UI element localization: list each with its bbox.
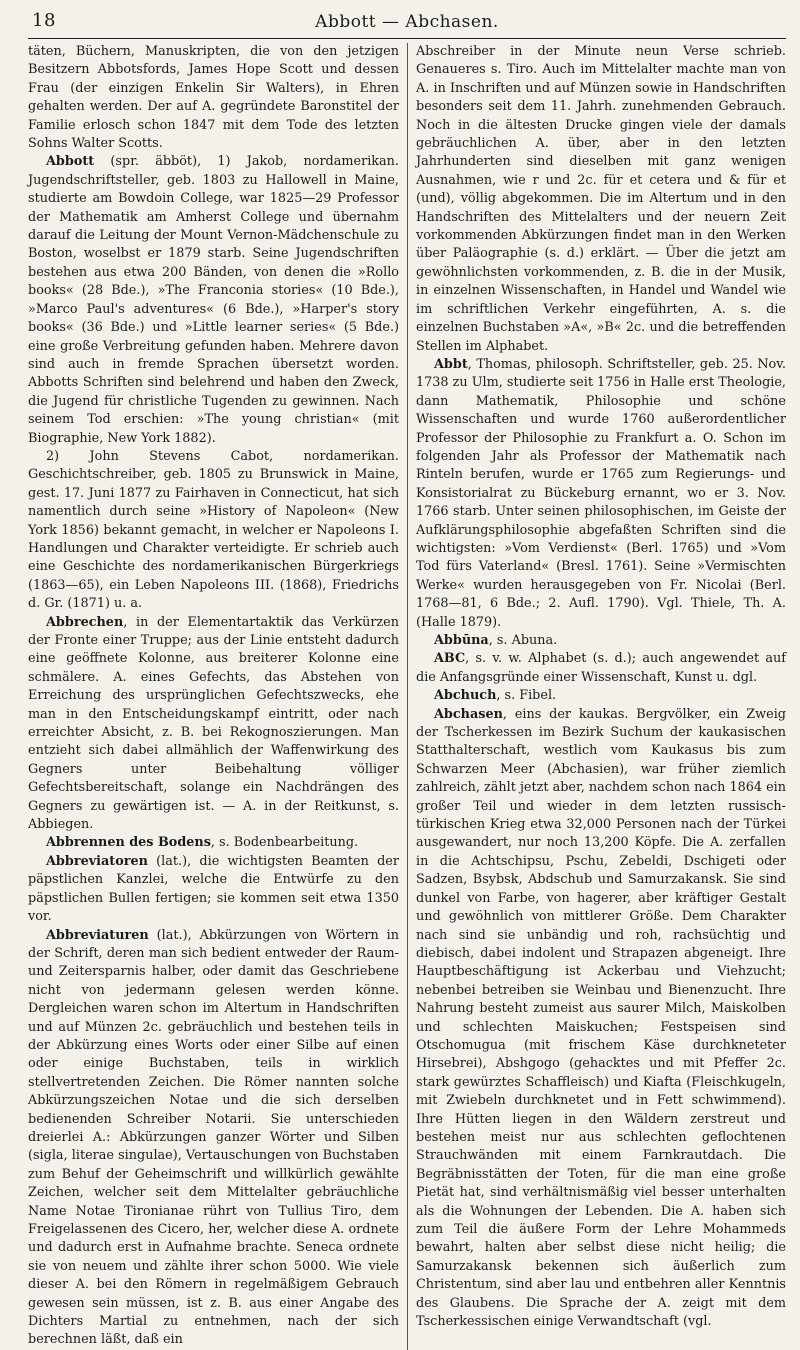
page-header <box>28 8 786 36</box>
dictionary-entry <box>28 153 399 448</box>
entry-text: täten, Büchern, Manuskripten, die von den jetzigen Besitzern Abbotsfords, James Hope Scott und dessen Frau (der einzigen Enkelin Sir Walters), in Ehren gehalten werden. Der auf A. gegründete Baronstitel der Familie erlosch schon 1847 mit dem Tode des letzten Sohns Walter Scotts. <box>28 44 399 152</box>
entry-text: 2) John Stevens Cabot, nordamerikan. Geschichtschreiber, geb. 1805 zu Brunswick in Maine, gest. 17. Juni 1877 zu Fairhaven in Connecticut, hat sich namentlich durch seine »History of Napoleon« (New York 1856) bekannt gemacht, in welcher er Napoleons I. Handlungen und Charakter verteidigte. Er schrieb auch eine Geschichte des nordamerikanischen Bürgerkriegs (1863—65), ein Leben Napoleons III. (1868), Friedrichs d. Gr. (1871) u. a. <box>28 448 399 612</box>
continued-paragraph <box>416 43 786 356</box>
dictionary-entry <box>28 614 399 835</box>
entry-headword: Abbt <box>434 356 468 372</box>
entry-headword: Abchuch <box>434 688 497 704</box>
entry-text: (spr. äbböt), 1) Jakob, nordamerikan. Jugendschriftsteller, geb. 1803 zu Hallowell in Maine, studierte am Bowdoin College, war 1825—29 Professor der Mathematik am Amherst College und übernahm darauf die Leitung der Mount Vernon-Mädchenschule zu Boston, woselbst er 1879 starb. Seine Jugendschriften bestehen aus etwa 200 Bänden, von denen die »Rollo books« (28 Bde.), »The Franconia stories« (10 Bde.), »Marco Paul's adventures« (6 Bde.), »Harper's story books« (36 Bde.) und »Little learner series« (5 Bde.) eine große Verbreitung gefunden haben. Mehrere davon sind auch in fremde Sprachen übersetzt worden. Abbotts Schriften sind belehrend und haben den Zweck, die Jugend für christliche Tugenden zu gewinnen. Nach seinem Tod erschien: »The young christian« (mit Biographie, New York 1882). <box>28 154 399 446</box>
entry-headword: ABC <box>434 651 466 667</box>
entry-text: , in der Elementartaktik das Verkürzen der Fronte einer Truppe; aus der Linie entsteht dadurch eine geöffnete Kolonne, aus breiterer Kolonne eine schmälere. A. eines Gefechts, das Abstehen von Erreichung des ursprünglichen Gefechtszwecks, ehe man in den Entscheidungskampf eintritt, oder nach erreichter Absicht, z. B. bei Rekognoszierungen. Man entzieht sich dabei allmählich der Waffenwirkung des Gegners unter Beibehaltung völliger Gefechtsbereitschaft, solange ein Nachdrängen des Gegners zu gewärtigen ist. — A. in der Reitkunst, s. Abbiegen. <box>28 614 399 833</box>
dictionary-entry <box>28 834 399 852</box>
left-column <box>28 43 407 1350</box>
entry-headword: Abbrennen des Bodens <box>46 835 211 851</box>
entry-headword: Abbrechen <box>46 614 124 630</box>
entry-headword: Abbreviaturen <box>46 927 149 943</box>
entry-text: , s. Bodenbearbeitung. <box>210 835 359 851</box>
entry-text: , s. v. w. Alphabet (s. d.); auch angewendet auf die Anfangsgründe einer Wissenschaft, Kunst u. dgl. <box>416 651 786 685</box>
page-number: 18 <box>32 10 56 31</box>
right-column <box>407 43 786 1350</box>
continued-paragraph <box>28 43 399 153</box>
dictionary-entry <box>416 632 786 650</box>
entry-text: (lat.), Abkürzungen von Wörtern in der Schrift, deren man sich bedient entweder der Raum- und Zeitersparnis halber, oder damit das Geschriebene nicht von jedermann gelesen werden könne. Dergleichen waren schon im Altertum in Handschriften und auf Münzen 2c. gebräuchlich und bestehen teils in der Abkürzung eines Worts oder einer Silbe auf einen oder einige Buchstaben, teils in wirklich stellvertretenden Zeichen. Die Römer nannten solche Abkürzungszeichen Notae und die sich derselben bedienenden Schreiber Notarii. Sie unterschieden dreierlei A.: Abkürzungen ganzer Wörter und Silben (sigla, literae singulae), Vertauschungen von Buchstaben zum Behuf der Geheimschrift und willkürlich gewählte Zeichen, welcher seit dem Mittelalter gebräuchliche Name Notae Tironianae rührt von Tullius Tiro, dem Freigelassenen des Cicero, her, welcher diese A. ordnete und dadurch erst in Aufnahme brachte. Seneca ordnete sie von neuem und zählte ihrer schon 5000. Wie viele dieser A. bei den Römern in regelmäßigem Gebrauch gewesen sein müssen, ist z. B. aus einer Angabe des Dichters Martial zu entnehmen, nach der sich berechnen läßt, daß ein <box>28 927 399 1348</box>
dictionary-entry <box>416 706 786 1332</box>
header-rule <box>28 38 786 39</box>
entry-text: , s. Abuna. <box>488 633 558 648</box>
entry-text: (lat.), die wichtigsten Beamten der päpstlichen Kanzlei, welche die Entwürfe zu den päpstlichen Bullen fertigen; sie kommen seit etwa 1350 vor. <box>28 853 399 925</box>
dictionary-entry <box>416 356 786 632</box>
running-title: Abbott — Abchasen. <box>315 12 499 32</box>
text-columns <box>28 43 786 1350</box>
dictionary-entry <box>416 687 786 705</box>
dictionary-entry <box>28 927 399 1350</box>
entry-text: , eins der kaukas. Bergvölker, ein Zweig der Tscherkessen im Bezirk Suchum der kaukasischen Statthalterschaft, westlich vom Kaukasus bis zum Schwarzen Meer (Abchasien), war früher ziemlich zahlreich, zählt jetzt aber, nachdem schon nach 1864 ein großer Teil und wieder in dem letzten russisch-türkischen Krieg etwa 32,000 Personen nach der Türkei ausgewandert, nur noch 13,200 Köpfe. Die A. zerfallen in die Achtschipsu, Pschu, Zebeldi, Dschigeti oder Sadzen, Bsybsk, Abdschub und Samurzakansk. Sie sind dunkel von Farbe, von hagerer, aber kräftiger Gestalt und gewöhnlich von mittlerer Größe. Dem Charakter nach sind sie unbändig und roh, rachsüchtig und diebisch, dabei indolent und Strapazen abgeneigt. Ihre Hauptbeschäftigung ist Ackerbau und Viehzucht; nebenbei betreiben sie Weinbau und Bienenzucht. Ihre Nahrung besteht zumeist aus saurer Milch, Maiskolben und schlechten Maiskuchen; Festspeisen sind Otschomugua (mit frischem Käse durchkneteter Hirsebrei), Abshgogo (gehacktes und mit Pfeffer 2c. stark gewürztes Schaffleisch) und Kiafta (Fleischkugeln, mit Zwiebeln durchknetet und in Fett schwimmend). Ihre Hütten liegen in den Wäldern zerstreut und bestehen meist nur aus schlechten geflochtenen Strauchwänden mit einem Farnkrautdach. Die Begräbnisstätten der Toten, für die man eine große Pietät hat, sind verhältnismäßig viel besser unterhalten als die Wohnungen der Lebenden. Die A. haben sich zum Teil die äußere Form der Lehre Mohammeds bewahrt, halten aber selbst diese nicht heilig; die Samurzakansk bekennen sich äußerlich zum Christentum, sind aber lau und entbehren aller Kenntnis des Glaubens. Die Sprache der A. zeigt mit dem Tscherkessischen einige Verwandtschaft (vgl. <box>416 706 786 1330</box>
dictionary-entry <box>28 853 399 927</box>
dictionary-entry <box>416 650 786 687</box>
entry-headword: Abbott <box>46 154 95 170</box>
sub-entry <box>28 448 399 614</box>
entry-headword: Abchasen <box>434 706 503 722</box>
entry-text: Abschreiber in der Minute neun Verse schrieb. Genaueres s. Tiro. Auch im Mittelalter machte man von A. in Inschriften und auf Münzen sowie in Handschriften besonders seit dem 11. Jahrh. zunehmenden Gebrauch. Noch in die ältesten Drucke gingen viele der damals gebräuchlichen A. über, aber in den letzten Jahrhunderten sind dieselben mit ganz wenigen Ausnahmen, wie r und 2c. für et cetera und & für et (und), völlig abgekommen. Die im Altertum und in den Handschriften des Mittelalters und der neuern Zeit vorkommenden Abkürzungen findet man in den Werken über Paläographie (s. d.) erklärt. — Über die jetzt am gewöhnlichsten vorkommenden, z. B. die in der Musik, in einzelnen Wissenschaften, in Handel und Wandel wie im schriftlichen Verkehr eingeführten, A. s. die einzelnen Buchstaben »A«, »B« 2c. und die betreffenden Stellen im Alphabet. <box>416 44 786 354</box>
entry-text: , s. Fibel. <box>496 688 557 704</box>
entry-headword: Abbreviatoren <box>46 853 148 869</box>
entry-headword: Abbūna <box>434 633 489 648</box>
entry-text: , Thomas, philosoph. Schriftsteller, geb. 25. Nov. 1738 zu Ulm, studierte seit 1756 in Halle erst Theologie, dann Mathematik, Philosophie und schöne Wissenschaften und wurde 1760 außerordentlicher Professor der Philosophie zu Frankfurt a. O. Schon im folgenden Jahr als Professor der Mathematik nach Rinteln berufen, wurde er 1765 zum Regierungs- und Konsistorialrat zu Bückeburg ernannt, wo er 3. Nov. 1766 starb. Unter seinen philosophischen, im Geiste der Aufklärungsphilosophie abgefaßten Schriften sind die wichtigsten: »Vom Verdienst« (Berl. 1765) und »Vom Tod fürs Vaterland« (Bresl. 1761). Seine »Vermischten Werke« wurden herausgegeben von Fr. Nicolai (Berl. 1768—81, 6 Bde.; 2. Aufl. 1790). Vgl. Thiele, Th. A. (Halle 1879). <box>416 356 786 630</box>
